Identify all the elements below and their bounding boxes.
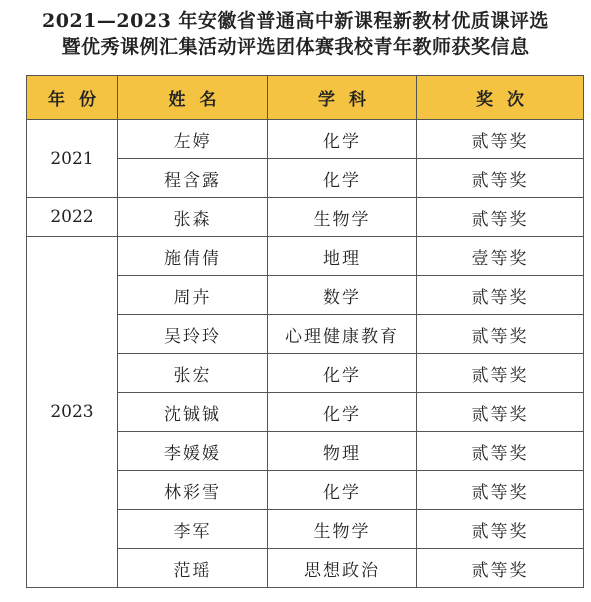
document-title-line-1: 2021—2023 年安徽省普通高中新课程新教材优质课评选 [42,10,549,32]
name-cell: 施倩倩 [118,237,268,276]
award-cell: 贰等奖 [417,315,584,354]
name-cell: 沈铖铖 [118,393,268,432]
subject-cell: 化学 [268,120,417,159]
subject-cell: 思想政治 [268,549,417,588]
award-cell: 贰等奖 [417,198,584,237]
award-cell: 贰等奖 [417,432,584,471]
award-cell: 贰等奖 [417,510,584,549]
subject-cell: 物理 [268,432,417,471]
subject-cell: 化学 [268,159,417,198]
subject-cell: 地理 [268,237,417,276]
name-cell: 李军 [118,510,268,549]
name-cell: 左婷 [118,120,268,159]
table-row [27,237,584,276]
header-row [27,76,584,120]
subject-cell: 化学 [268,471,417,510]
award-cell: 贰等奖 [417,549,584,588]
year-cell-2023: 2023 [27,237,118,588]
name-cell: 吴玲玲 [118,315,268,354]
name-cell: 周卉 [118,276,268,315]
subject-cell: 心理健康教育 [268,315,417,354]
name-cell: 林彩雪 [118,471,268,510]
award-cell: 壹等奖 [417,237,584,276]
table-row [27,198,584,237]
award-table [26,75,584,588]
name-cell: 范瑶 [118,549,268,588]
table-row [27,120,584,159]
header-name: 姓名 [118,76,268,120]
header-award: 奖次 [417,76,584,120]
header-year: 年份 [27,76,118,120]
subject-cell: 化学 [268,354,417,393]
header-subject: 学科 [268,76,417,120]
award-cell: 贰等奖 [417,120,584,159]
year-cell-2022: 2022 [27,198,118,237]
name-cell: 张宏 [118,354,268,393]
subject-cell: 化学 [268,393,417,432]
table-header [27,76,584,120]
award-cell: 贰等奖 [417,393,584,432]
subject-cell: 生物学 [268,510,417,549]
award-cell: 贰等奖 [417,159,584,198]
table-body [27,120,584,588]
name-cell: 张森 [118,198,268,237]
award-cell: 贰等奖 [417,354,584,393]
name-cell: 程含露 [118,159,268,198]
year-cell-2021: 2021 [27,120,118,198]
name-cell: 李媛媛 [118,432,268,471]
subject-cell: 生物学 [268,198,417,237]
subject-cell: 数学 [268,276,417,315]
award-cell: 贰等奖 [417,276,584,315]
award-cell: 贰等奖 [417,471,584,510]
document-title-line-2: 暨优秀课例汇集活动评选团体赛我校青年教师获奖信息 [61,36,530,58]
